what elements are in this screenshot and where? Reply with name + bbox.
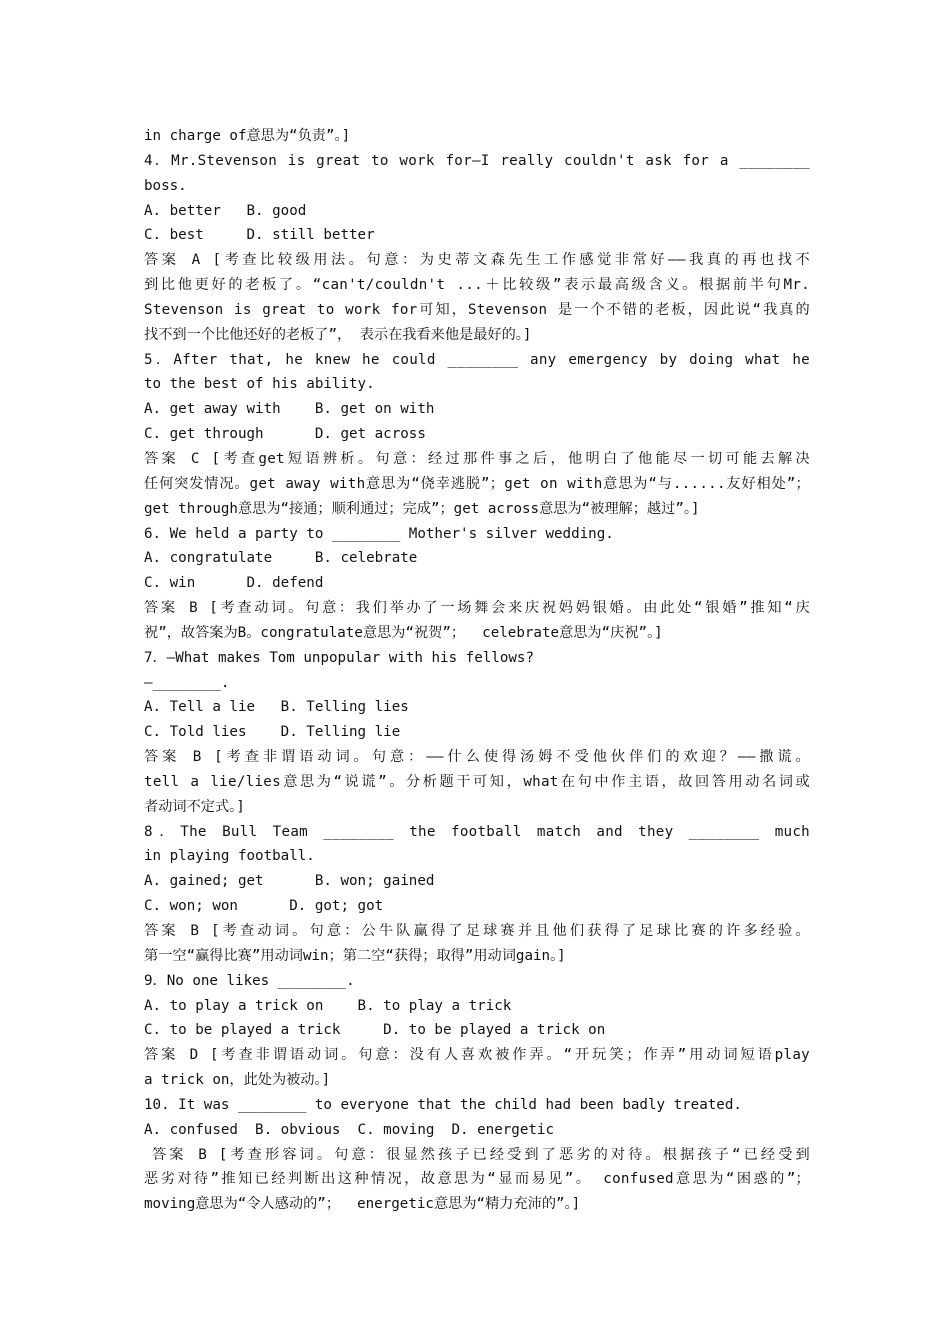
answer-4-line-1: 答案 A [考查比较级用法。句意：为史蒂文森先生工作感觉非常好——我真的再也找不 bbox=[144, 252, 810, 269]
question-4-options-cd: C. best D. still better bbox=[144, 227, 375, 244]
question-10-stem: 10. It was ________ to everyone that the child had been badly treated. bbox=[144, 1096, 742, 1113]
answer-10-line-3: moving意思为“令人感动的”； energetic意思为“精力充沛的”。] bbox=[144, 1196, 581, 1213]
answer-7-line-3: 者动词不定式。] bbox=[144, 798, 245, 815]
answer-9-line-1: 答案 D [考查非谓语动词。句意：没有人喜欢被作弄。“开玩笑；作弄”用动词短语play bbox=[144, 1047, 810, 1064]
question-4-options-ab: A. better B. good bbox=[144, 202, 307, 219]
question-9-options-cd: C. to be played a trick D. to be played a trick on bbox=[144, 1022, 606, 1039]
answer-4-line-4: 找不到一个比他还好的老板了”， 表示在我看来他是最好的。] bbox=[144, 326, 532, 343]
answer-5-line-3: get through意思为“接通；顺利通过；完成”；get across意思为“被理解；越过”。] bbox=[144, 500, 700, 517]
answer-6-line-2: 祝”，故答案为B。congratulate意思为“祝贺”； celebrate意思为“庆祝”。] bbox=[144, 624, 663, 641]
question-8-stem-cont: in playing football. bbox=[144, 848, 315, 865]
question-7-stem: 7．—What makes Tom unpopular with his fellows? bbox=[144, 649, 535, 666]
answer-10-line-1: 答案 B [考查形容词。句意：很显然孩子已经受到了恶劣的对待。根据孩子“已经受到 bbox=[152, 1146, 810, 1163]
question-7-reply: —________. bbox=[144, 674, 230, 691]
question-5-stem: 5．After that, he knew he could ________ any emergency by doing what he bbox=[144, 351, 810, 368]
question-9-stem: 9．No one likes ________. bbox=[144, 972, 355, 989]
answer-7-line-2: tell a lie/lies意思为“说谎”。分析题干可知，what在句中作主语，故回答用动名词或 bbox=[144, 773, 810, 790]
question-4-stem-cont: boss. bbox=[144, 177, 187, 194]
document-body bbox=[144, 124, 810, 1217]
answer-5-line-2: 任何突发情况。get away with意思为“侥幸逃脱”；get on with意思为“与......友好相处”； bbox=[144, 475, 810, 492]
question-6-options-ab: A. congratulate B. celebrate bbox=[144, 550, 418, 567]
question-5-options-ab: A. get away with B. get on with bbox=[144, 401, 435, 418]
question-8-options-cd: C. won; won D. got; got bbox=[144, 898, 384, 915]
question-7-options-cd: C. Told lies D. Telling lie bbox=[144, 724, 401, 741]
answer-8-line-2: 第一空“赢得比赛”用动词win；第二空“获得；取得”用动词gain。] bbox=[144, 947, 566, 964]
answer-4-line-2: 到比他更好的老板了。“can't/couldn't ...＋比较级”表示最高级含义。根据前半句Mr. bbox=[144, 277, 810, 294]
question-6-options-cd: C. win D. defend bbox=[144, 575, 324, 592]
answer-8-line-1: 答案 B [考查动词。句意：公牛队赢得了足球赛并且他们获得了足球比赛的许多经验。 bbox=[144, 923, 810, 939]
question-4-stem: 4．Mr.Stevenson is great to work for—I really couldn't ask for a ________ bbox=[144, 152, 810, 169]
answer-9-line-2: a trick on，此处为被动。] bbox=[144, 1072, 331, 1089]
question-6-stem: 6. We held a party to ________ Mother's silver wedding. bbox=[144, 525, 614, 542]
question-8-options-ab: A. gained; get B. won; gained bbox=[144, 873, 435, 890]
answer-5-line-1: 答案 C [考查get短语辨析。句意：经过那件事之后，他明白了他能尽一切可能去解决 bbox=[144, 450, 810, 467]
question-9-options-ab: A. to play a trick on B. to play a trick bbox=[144, 997, 512, 1014]
answer-10-line-2: 恶劣对待”推知已经判断出这种情况，故意思为“显而易见”。 confused意思为“困惑的”； bbox=[144, 1171, 810, 1188]
question-10-options: A. confused B. obvious C. moving D. energetic bbox=[144, 1121, 554, 1138]
question-5-stem-cont: to the best of his ability. bbox=[144, 376, 375, 393]
answer-7-line-1: 答案 B [考查非谓语动词。句意：——什么使得汤姆不受他伙伴们的欢迎？——撒谎。 bbox=[144, 749, 810, 766]
answer-4-line-3: Stevenson is great to work for可知，Stevenson 是一个不错的老板，因此说“我真的 bbox=[144, 301, 810, 318]
question-8-stem: 8．The Bull Team ________ the football match and they ________ much bbox=[144, 823, 810, 840]
text-line-1: in charge of意思为“负责”。] bbox=[144, 128, 351, 144]
answer-6-line-1: 答案 B [考查动词。句意：我们举办了一场舞会来庆祝妈妈银婚。由此处“银婚”推知“庆 bbox=[144, 600, 810, 617]
question-7-options-ab: A. Tell a lie B. Telling lies bbox=[144, 699, 409, 716]
question-5-options-cd: C. get through D. get across bbox=[144, 426, 426, 443]
